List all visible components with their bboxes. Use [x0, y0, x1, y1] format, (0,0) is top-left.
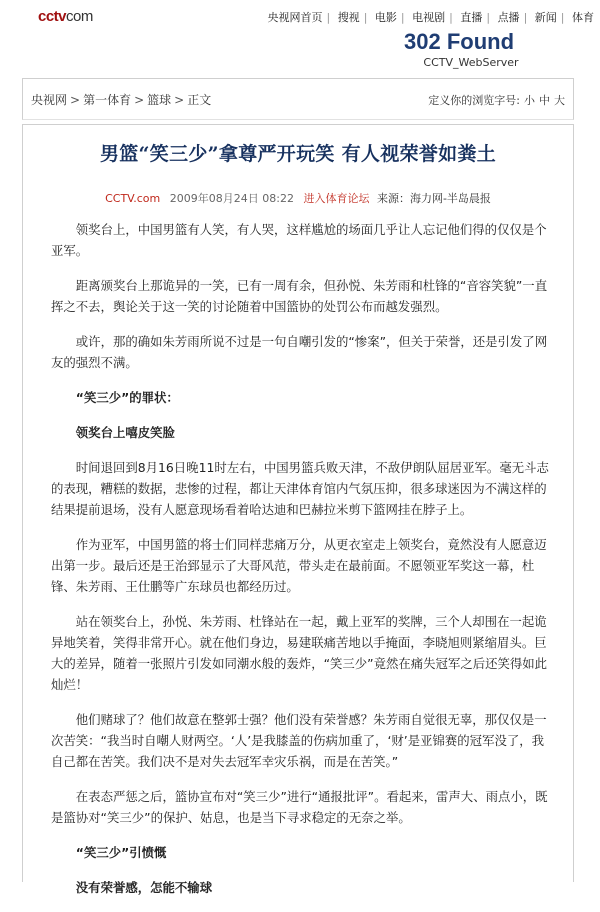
publish-datetime: 2009年08月24日 08:22: [169, 192, 294, 205]
error-code: 302 Found: [404, 29, 515, 54]
font-size-label: 定义你的浏览字号:: [428, 94, 520, 107]
logo-suffix: com: [66, 8, 93, 25]
font-size-large[interactable]: 大: [554, 94, 565, 107]
nav-vod[interactable]: 点播: [497, 11, 520, 24]
cctv-logo[interactable]: [38, 8, 93, 25]
section-heading: “笑三少”的罪状：: [75, 390, 179, 405]
error-notice: [404, 30, 564, 69]
nav-live[interactable]: 直播: [460, 11, 483, 24]
article-container: [22, 124, 574, 895]
article-paragraph: 他们赌球了？他们故意在整郭士强？他们没有荣誉感？朱芳雨自觉很无辜，那仅仅是一次苦笑：“我当时自嘲人财两空。‘人’是我膝盖的伤病加重了，‘财’是亚锦赛的冠军没了，我自己都在苦笑。我们决不是对失去冠军幸灾乐祸，而是在苦笑。”: [51, 712, 547, 769]
site-link[interactable]: CCTV.com: [105, 192, 161, 205]
article-body: [51, 219, 555, 912]
breadcrumb-sports[interactable]: 第一体育: [83, 93, 132, 107]
nav-search-tv[interactable]: 搜视: [337, 11, 360, 24]
forum-link[interactable]: 进入体育论坛: [303, 192, 370, 205]
breadcrumb-home[interactable]: 央视网: [31, 93, 68, 107]
top-bar: [0, 0, 600, 28]
breadcrumb: 央视网 > 第一体育 > 篮球 > 正文: [31, 93, 212, 107]
nav-sports[interactable]: 体育: [572, 11, 594, 24]
article-paragraph: 作为亚军，中国男篮的将士们同样悲痛万分，从更衣室走上领奖台，竟然没有人愿意迈出第一步。最后还是王治郅显示了大哥风范，带头走在最前面。不愿领亚军奖这一幕，杜锋、朱芳雨、王仕鹏等广东球员也都经历过。: [51, 537, 547, 594]
article-source: 来源：海力网-半岛晨报: [376, 192, 491, 205]
article-paragraph: 距离颁奖台上那诡异的一笑，已有一周有余，但孙悦、朱芳雨和杜锋的“音容笑貌”一直挥之不去，舆论关于这一笑的讨论随着中国篮协的处罚公布而越发强烈。: [51, 278, 548, 314]
font-size-small[interactable]: 小: [524, 94, 535, 107]
article-paragraph: 时间退回到8月16日晚11时左右，中国男篮兵败天津，不敌伊朗队屈居亚军。毫无斗志的表现，糟糕的数据，悲惨的过程，都让天津体育馆内气氛压抑，很多球迷因为不满这样的结果提前退场，没有人愿意现场看着哈达迪和巴赫拉米剪下篮网挂在脖子上。: [51, 460, 549, 517]
article-title: 男篮“笑三少”拿尊严开玩笑 有人视荣誉如粪土: [99, 143, 497, 165]
section-heading: 没有荣誉感，怎能不输球: [75, 880, 213, 895]
article-paragraph: 领奖台上，中国男篮有人笑，有人哭，这样尴尬的场面几乎让人忘记他们得的仅仅是个亚军。: [51, 222, 547, 258]
nav-home[interactable]: 央视网首页: [267, 11, 323, 24]
error-server: CCTV_WebServer: [423, 56, 519, 69]
font-size-medium[interactable]: 中: [539, 94, 550, 107]
article-paragraph: 或许，那的确如朱芳雨所说不过是一句自嘲引发的“惨案”，但关于荣誉，还是引发了网友的强烈不满。: [51, 334, 548, 370]
article-paragraph: 在表态严惩之后，篮协宣布对“笑三少”进行“通报批评”。看起来，雷声大、雨点小，既是篮协对“笑三少”的保护、姑息，也是当下寻求稳定的无奈之举。: [51, 789, 548, 825]
section-heading: 领奖台上嘻皮笑脸: [75, 425, 175, 440]
breadcrumb-current: 正文: [187, 93, 212, 107]
logo-text: cctv: [38, 8, 67, 25]
nav-movies[interactable]: 电影: [374, 11, 397, 24]
top-nav: 央视网首页 | 搜视 | 电影 | 电视剧 | 直播 | 点播 | 新闻 | 体育: [267, 11, 594, 24]
article-paragraph: 站在领奖台上，孙悦、朱芳雨、杜锋站在一起，戴上亚军的奖牌，三个人却围在一起诡异地笑着，笑得非常开心。就在他们身边，易建联痛苦地以手掩面，李晓旭则紧缩眉头。巨大的差异，随着一张照片引发如同潮水般的轰炸，“笑三少”竟然在痛失冠军之后还笑得如此灿烂！: [51, 614, 548, 692]
font-size-selector: [428, 92, 565, 108]
section-heading: “笑三少”引愤慨: [75, 845, 167, 860]
nav-news[interactable]: 新闻: [534, 11, 557, 24]
breadcrumb-bar: [22, 78, 574, 120]
nav-tv-series[interactable]: 电视剧: [412, 11, 446, 24]
breadcrumb-basketball[interactable]: 篮球: [147, 93, 172, 107]
article-meta: [23, 190, 573, 206]
